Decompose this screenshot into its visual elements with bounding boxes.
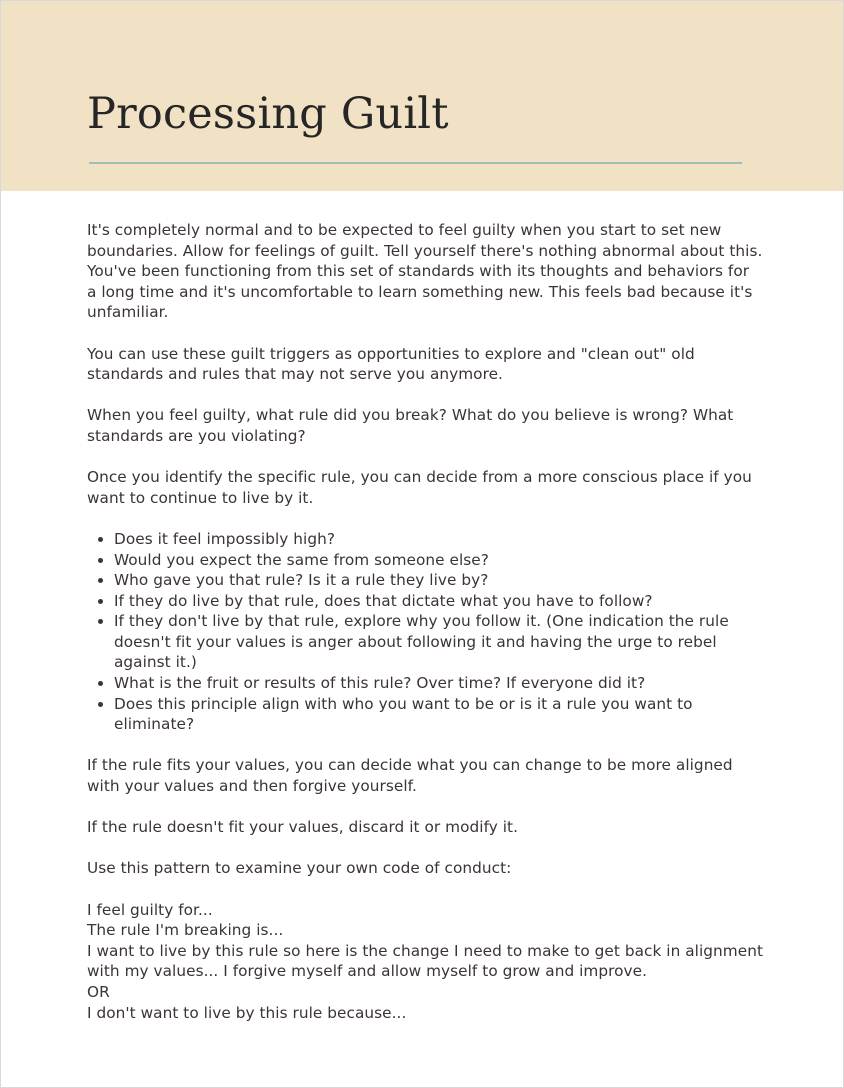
list-item: • What is the fruit or results of this rule? Over time? If everyone did it? xyxy=(114,673,763,694)
list-item: • If they do live by that rule, does that dictate what you have to follow? xyxy=(114,591,763,612)
header-band xyxy=(1,1,843,191)
pattern-block xyxy=(87,900,763,1024)
page-title: Processing Guilt xyxy=(87,89,449,139)
pattern-line: The rule I'm breaking is... xyxy=(87,921,284,940)
list-item: • If they don't live by that rule, explore why you follow it. (One indication the rule doesn't fit your values is anger about following it and having the urge to rebel against it.) xyxy=(114,611,763,673)
paragraph-use-pattern: Use this pattern to examine your own code of conduct: xyxy=(87,859,512,878)
paragraph-triggers: You can use these guilt triggers as opportunities to explore and "clean out" old standards and rules that may not serve you anymore. xyxy=(87,344,695,384)
pattern-line: I feel guilty for... xyxy=(87,900,213,919)
document-body xyxy=(87,220,763,1023)
title-divider xyxy=(89,162,742,164)
list-item: • Would you expect the same from someone else? xyxy=(114,550,763,571)
list-item: • Who gave you that rule? Is it a rule they live by? xyxy=(114,570,763,591)
pattern-line: OR xyxy=(87,982,110,1001)
paragraph-questions: When you feel guilty, what rule did you break? What do you believe is wrong? What standards are you violating? xyxy=(87,406,734,445)
pattern-line: I want to live by this rule so here is the change I need to make to get back in alignment with my values... I forgive myself and allow myself to grow and improve. xyxy=(87,941,763,981)
paragraph-rule-doesnt-fit: If the rule doesn't fit your values, discard it or modify it. xyxy=(87,818,519,837)
list-item: • Does it feel impossibly high? xyxy=(114,529,763,550)
pattern-line: I don't want to live by this rule because... xyxy=(87,1003,407,1022)
paragraph-identify-rule: Once you identify the specific rule, you can decide from a more conscious place if you want to continue to live by it. xyxy=(87,468,752,507)
paragraph-intro: It's completely normal and to be expected to feel guilty when you start to set new boundaries. Allow for feelings of guilt. Tell yourself there's nothing abnormal about this. You've been functioning from this set of standards with its thoughts and behaviors for a long time and it's uncomfortable to learn something new. This feels bad because it's unfamiliar. xyxy=(87,221,763,322)
list-item: • Does this principle align with who you want to be or is it a rule you want to eliminate? xyxy=(114,694,763,735)
question-list xyxy=(87,529,763,735)
paragraph-rule-fits: If the rule fits your values, you can decide what you can change to be more aligned with your values and then forgive yourself. xyxy=(87,756,733,796)
